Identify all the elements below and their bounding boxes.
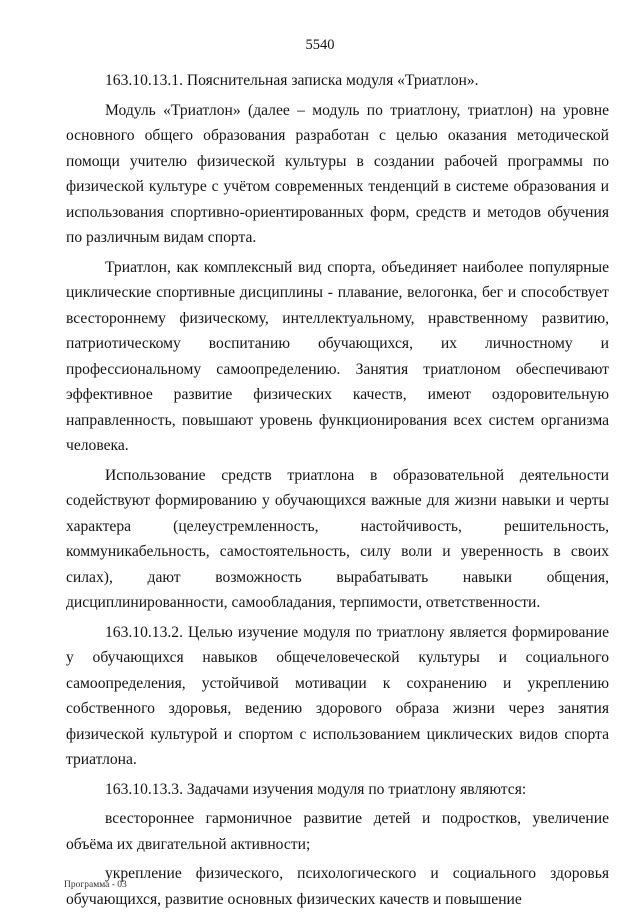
paragraph-tasks-13-3: 163.10.13.3. Задачами изучения модуля по триатлону являются: xyxy=(105,780,527,798)
paragraph-triathlon-benefits: Использование средств триатлона в образовательной деятельности содействуют формированию у обучающихся важные для жизни навыки и черты характера (целеустремленность, настойчивость, решительность, коммуникабельность, самостоятельность, силу воли и уверенность в своих силах), дают возможность вырабатывать навыки общения, дисциплинированности, самообладания, терпимости, ответственности. xyxy=(66,466,609,611)
paragraph-task-health: укрепление физического, психологического и социального здоровья обучающихся, развитие основных физических качеств и повышение xyxy=(66,865,609,908)
paragraph-triathlon-description: Триатлон, как комплексный вид спорта, объединяет наиболее популярные циклические спортивные дисциплины - плавание, велогонка, бег и способствует всестороннему физическому, интеллектуальному, нравственному развитию, патриотическому воспитанию обучающихся, их личностному и профессиональному самоопределению. Занятия триатлоном обеспечивают эффективное развитие физических качеств, имеют оздоровительную направленность, повышают уровень функционирования всех систем организма человека. xyxy=(66,258,609,454)
paragraph-module-description: Модуль «Триатлон» (далее – модуль по триатлону, триатлон) на уровне основного общего образования разработан с целью оказания методической помощи учителю физической культуры в создании рабочей программы по физической культуре с учётом современных тенденций в системе образования и использования спортивно-ориентированных форм, средств и методов обучения по различным видам спорта. xyxy=(66,101,609,246)
document-body xyxy=(66,68,609,916)
paragraph-task-development: всестороннее гармоничное развитие детей и подростков, увеличение объёма их двигательной активности; xyxy=(66,810,609,853)
paragraph-goal-13-2: 163.10.13.2. Целью изучение модуля по триатлону является формирование у обучающихся навыков общечеловеческой культуры и социального самоопределения, устойчивой мотивации к сохранению и укреплению собственного здоровья, ведению здорового образа жизни через занятия физической культурой и спортом с использованием циклических видов спорта триатлона. xyxy=(66,623,609,768)
footer-label: Программа - 03 xyxy=(64,880,127,890)
page-number: 5540 xyxy=(305,37,335,53)
paragraph-heading-13-1: 163.10.13.1. Пояснительная записка модуля «Триатлон». xyxy=(105,72,479,89)
